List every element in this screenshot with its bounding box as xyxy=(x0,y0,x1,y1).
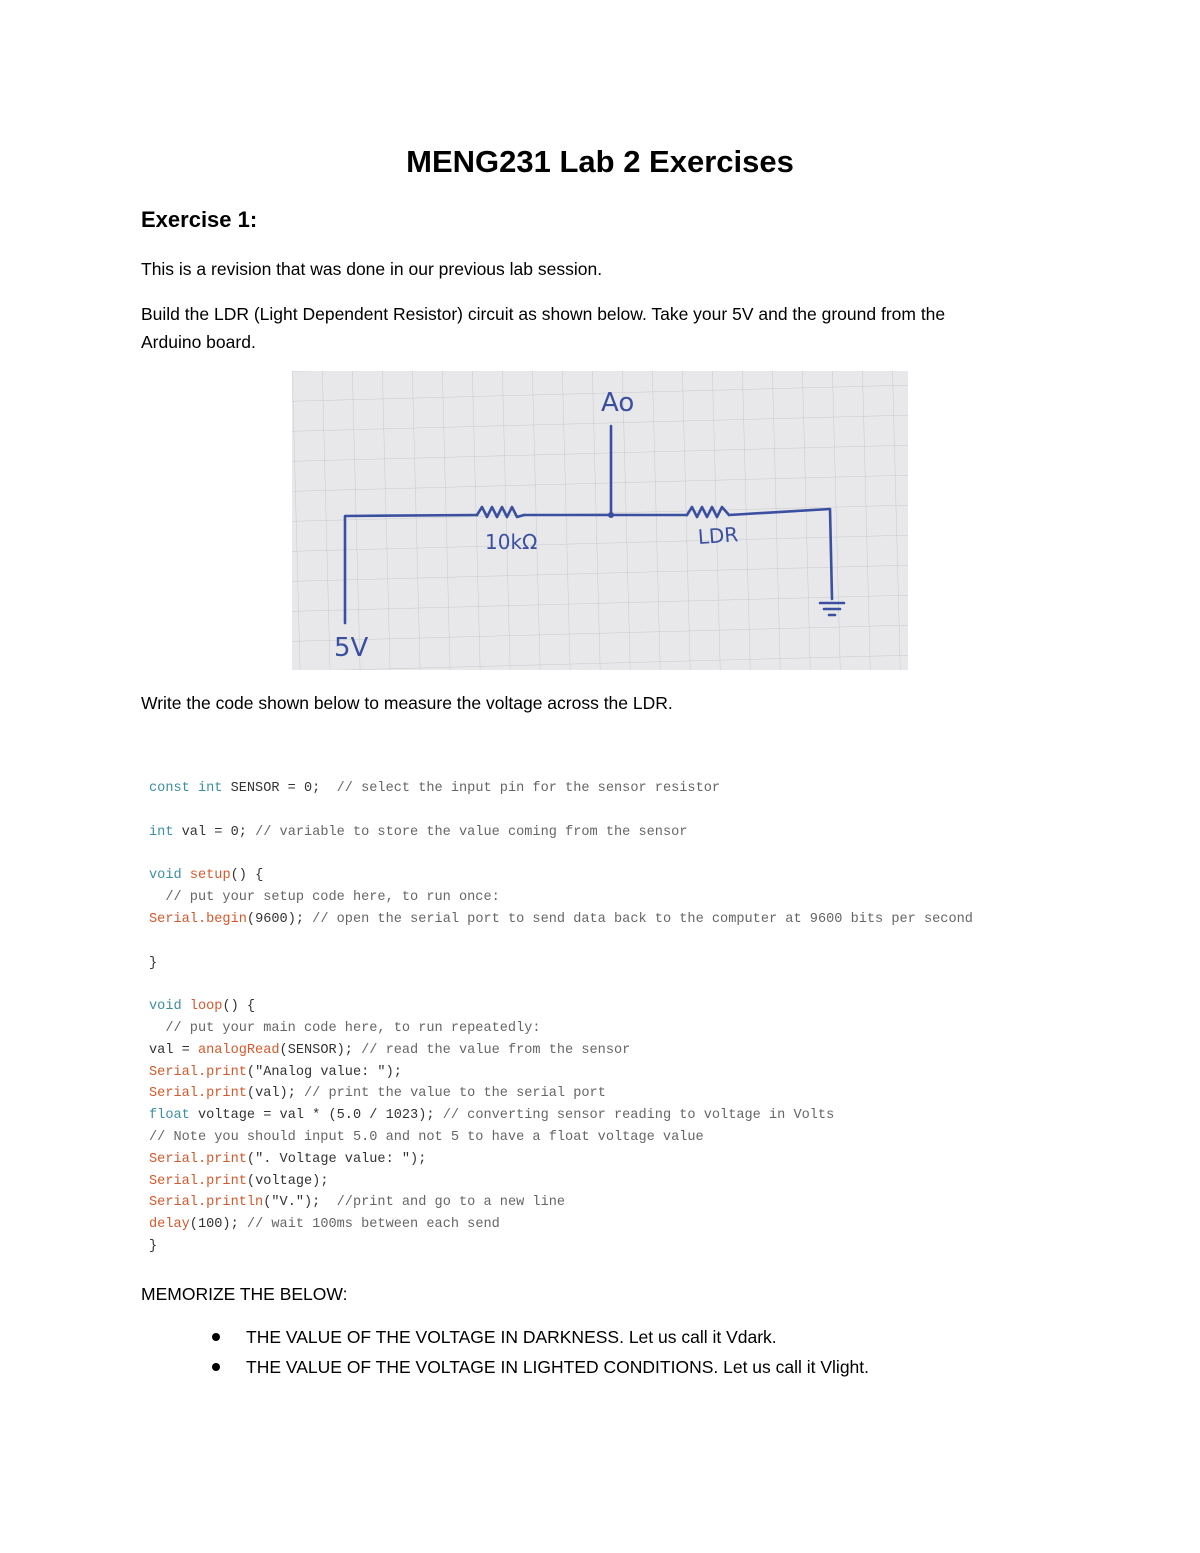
code-line: Serial.print(voltage); xyxy=(149,1174,329,1189)
label-5v: 5V xyxy=(334,633,369,663)
code-line: int val = 0; // variable to store the value coming from the sensor xyxy=(149,825,688,840)
circuit-drawing xyxy=(292,371,908,670)
code-line: const int SENSOR = 0; // select the input pin for the sensor resistor xyxy=(149,781,721,796)
code-line: // put your main code here, to run repeatedly: xyxy=(149,1021,541,1036)
code-line: val = analogRead(SENSOR); // read the value from the sensor xyxy=(149,1043,631,1058)
label-ldr: LDR xyxy=(696,522,740,549)
code-line: Serial.print(". Voltage value: "); xyxy=(149,1152,427,1167)
code-line: Serial.println("V."); //print and go to a new line xyxy=(149,1195,566,1210)
code-line: } xyxy=(149,956,158,971)
build-instruction-line-1: Build the LDR (Light Dependent Resistor) circuit as shown below. Take your 5V and the ground from the xyxy=(141,304,946,324)
write-code-instruction: Write the code shown below to measure the voltage across the LDR. xyxy=(141,693,673,713)
code-line: delay(100); // wait 100ms between each send xyxy=(149,1217,500,1232)
code-line: // Note you should input 5.0 and not 5 to have a float voltage value xyxy=(149,1130,704,1145)
document-title: MENG231 Lab 2 Exercises xyxy=(406,144,794,179)
code-line: Serial.print("Analog value: "); xyxy=(149,1065,402,1080)
label-a0: Ao xyxy=(601,388,635,418)
intro-text: This is a revision that was done in our previous lab session. xyxy=(141,259,603,279)
bullet-marker xyxy=(212,1363,220,1371)
bullet-marker xyxy=(212,1333,220,1341)
bullet-item-vdark: THE VALUE OF THE VOLTAGE IN DARKNESS. Let us call it Vdark. xyxy=(246,1327,777,1347)
build-instruction-line-2: Arduino board. xyxy=(141,332,256,352)
memorize-heading: MEMORIZE THE BELOW: xyxy=(141,1284,348,1304)
circuit-diagram-photo xyxy=(292,371,908,670)
code-line: Serial.print(val); // print the value to the serial port xyxy=(149,1086,606,1101)
code-line: float voltage = val * (5.0 / 1023); // converting sensor reading to voltage in Volts xyxy=(149,1108,835,1123)
code-line: void setup() { xyxy=(149,868,264,883)
code-line: } xyxy=(149,1239,158,1254)
exercise-heading: Exercise 1: xyxy=(141,207,258,232)
code-line: Serial.begin(9600); // open the serial port to send data back to the computer at 9600 bits per second xyxy=(149,912,973,927)
bullet-item-vlight: THE VALUE OF THE VOLTAGE IN LIGHTED CONDITIONS. Let us call it Vlight. xyxy=(246,1357,870,1377)
label-10k: 10kΩ xyxy=(485,530,538,554)
code-line: // put your setup code here, to run once: xyxy=(149,890,500,905)
code-line: void loop() { xyxy=(149,999,256,1014)
